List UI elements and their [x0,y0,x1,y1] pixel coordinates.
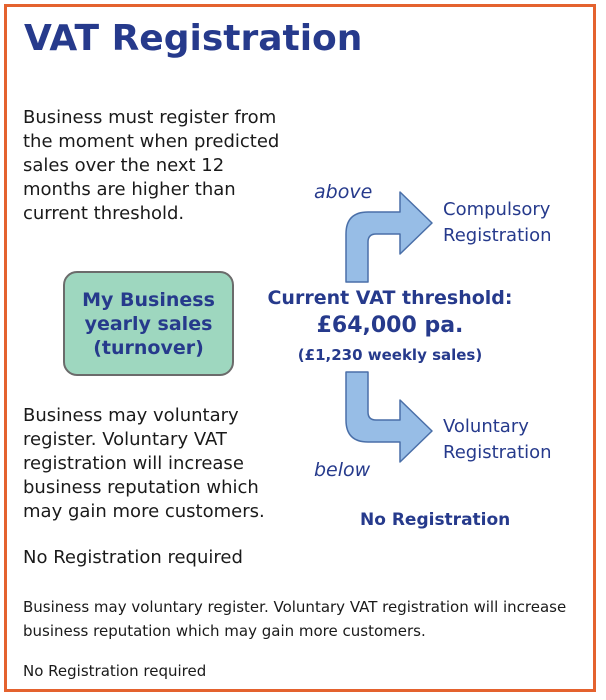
compulsory-description: Business must register from the moment when predicted sales over the next 12 months are higher than current threshold. [23,107,280,224]
voluntary-line-1: Voluntary [443,416,529,437]
bottom-voluntary-note: Business may voluntary register. Voluntary VAT registration will increase business reputation which may gain more customers. [23,598,567,640]
bottom-no-registration-note: No Registration required [23,662,207,680]
threshold-title: Current VAT threshold: [267,287,513,309]
no-registration-label: No Registration [360,510,511,530]
above-label: above [314,181,373,203]
arrow-down-right-icon [346,372,432,462]
threshold-weekly: (£1,230 weekly sales) [297,346,483,364]
compulsory-registration-label [443,197,593,249]
compulsory-line-1: Compulsory [443,199,551,220]
voluntary-description: Business may voluntary register. Voluntary VAT registration will increase business reputation which may gain more customers. [23,405,265,522]
voluntary-registration-label [443,414,593,466]
business-sales-box [63,271,234,376]
no-registration-description: No Registration required [23,547,243,568]
box-line-1: My Business [82,288,215,311]
branch-arrows [336,192,436,462]
box-line-3: (turnover) [93,336,204,359]
arrow-up-right-icon [346,192,432,282]
below-label: below [314,459,371,481]
threshold-amount: £64,000 pa. [316,313,464,338]
voluntary-line-2: Registration [443,442,552,463]
page-title: VAT Registration [24,18,363,59]
box-line-2: yearly sales [84,312,213,335]
compulsory-line-2: Registration [443,225,552,246]
